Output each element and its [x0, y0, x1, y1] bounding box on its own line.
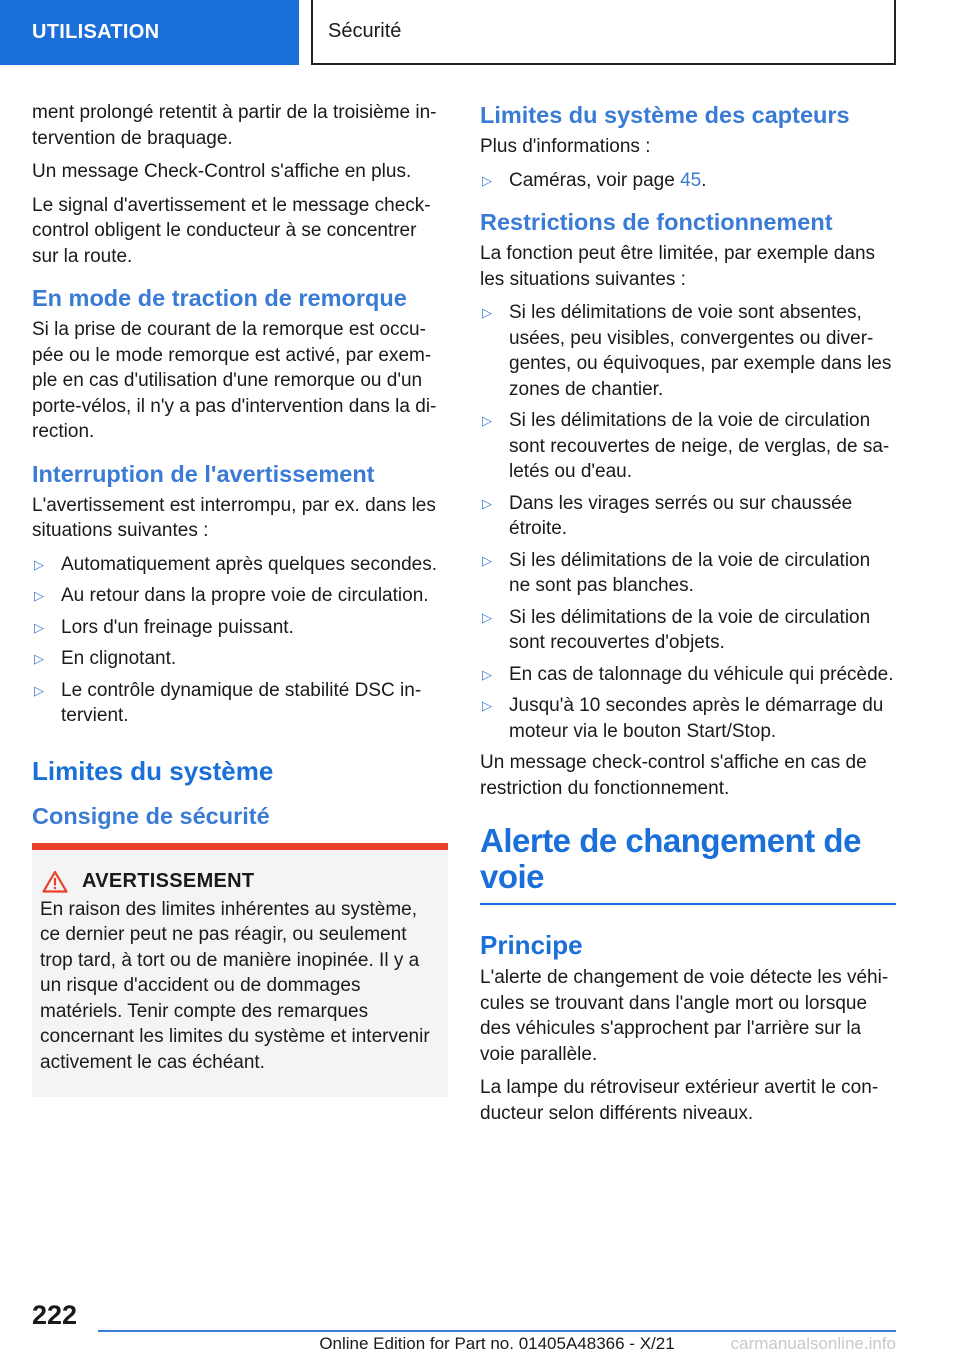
list-item: ▷ Au retour dans la propre voie de circulation.: [32, 583, 448, 609]
heading-trailer-mode: En mode de traction de remorque: [32, 285, 407, 311]
list-item: ▷ Lors d'un freinage puissant.: [32, 615, 448, 641]
triangle-right-icon: ▷: [482, 666, 492, 682]
section-tab: [0, 0, 299, 65]
heading-sensor-limits: Limites du système des capteurs: [480, 102, 850, 128]
heading-safety-note: Consigne de sécurité: [32, 802, 270, 829]
paragraph: La fonction peut être limitée, par exemple dans les situations suivantes :: [480, 243, 876, 290]
triangle-right-icon: ▷: [34, 619, 44, 635]
paragraph: Plus d'informations :: [480, 136, 651, 157]
paragraph: L'avertissement est interrompu, par ex. dans les situations suivantes :: [32, 494, 436, 541]
list-item: ▷ Si les délimitations de la voie de circulation sont recouvertes de neige, de verglas, de saletés ou d'eau.: [482, 410, 890, 482]
paragraph: Un message Check-Control s'affiche en plus.: [32, 161, 412, 182]
chapter-title: Sécurité: [328, 20, 402, 42]
heading-principle: Principe: [480, 930, 583, 960]
list-item: ▷ Si les délimitations de la voie de circulation sont recouvertes d'objets.: [482, 606, 871, 653]
paragraph: Le signal d'avertissement et le message check-control obligent le conducteur à se concentrer sur la route.: [32, 194, 431, 267]
list-item: ▷ En cas de talonnage du véhicule qui précède.: [480, 662, 896, 688]
list-item: ▷ Si les délimitations de la voie de circulation ne sont pas blanches.: [482, 549, 871, 596]
paragraph: La lampe du rétroviseur extérieur avertit le conducteur selon différents niveaux.: [480, 1077, 879, 1124]
list-item: ▷ Caméras, voir page 45.: [480, 168, 896, 194]
heading-restrictions: Restrictions de fonctionnement: [480, 209, 833, 235]
footer-divider: [98, 1330, 896, 1332]
warning-box: [32, 843, 448, 1098]
list-item: ▷ Le contrôle dynamique de stabilité DSC intervient.: [34, 679, 422, 726]
triangle-right-icon: ▷: [482, 305, 492, 320]
page-link[interactable]: 45: [680, 169, 702, 191]
watermark: carmanualsonline.info: [730, 1334, 896, 1353]
paragraph: Si la prise de courant de la remorque est occupée ou le mode remorque est activé, par exemple en cas d'utilisation d'une remorque ou d'un porte-vélos, il n'y a pas d'intervention dans la direction.: [32, 319, 437, 442]
triangle-right-icon: ▷: [482, 495, 492, 511]
paragraph: L'alerte de changement de voie détecte les véhicules se trouvant dans l'angle mort ou lorsque des véhicules s'approchent par l'arrière sur la voie parallèle.: [480, 967, 889, 1065]
sensor-list: [480, 168, 896, 194]
triangle-right-icon: ▷: [482, 552, 492, 568]
list-item: ▷ Dans les virages serrés ou sur chaussée étroite.: [482, 492, 853, 539]
chapter-header: [311, 0, 896, 65]
triangle-right-icon: ▷: [34, 682, 44, 698]
interruption-list: [32, 552, 448, 729]
restrictions-list: [480, 300, 896, 744]
triangle-right-icon: ▷: [482, 609, 492, 625]
right-column: [480, 100, 896, 1134]
warning-triangle-icon: [42, 870, 68, 893]
triangle-right-icon: ▷: [34, 556, 44, 572]
warning-title-row: [40, 870, 440, 893]
heading-system-limits: Limites du système: [32, 755, 274, 786]
paragraph: Un message check-control s'affiche en cas de restriction du fonctionnement.: [480, 752, 867, 799]
paragraph: ment prolongé retentit à partir de la troisième intervention de braquage.: [32, 102, 437, 149]
warning-title: AVERTISSEMENT: [82, 869, 255, 892]
heading-warning-interruption: Interruption de l'avertissement: [32, 460, 375, 487]
triangle-right-icon: ▷: [482, 172, 492, 188]
list-item: ▷ Si les délimitations de voie sont absentes, usées, peu visibles, convergentes ou divergentes, ou équivoques, par exemple dans les zones de chantier.: [482, 302, 892, 400]
triangle-right-icon: ▷: [34, 651, 44, 666]
section-title: UTILISATION: [32, 21, 160, 43]
heading-lane-change-warning: Alerte de changement de voie: [480, 823, 896, 905]
edition-text: Online Edition for Part no. 01405A48366 - X/21: [319, 1334, 675, 1353]
list-item: ▷ En clignotant.: [32, 646, 448, 672]
list-item: ▷ Automatiquement après quelques secondes.: [32, 552, 448, 578]
page-number: 222: [32, 1300, 78, 1330]
left-column: [32, 100, 448, 1097]
triangle-right-icon: ▷: [34, 588, 44, 603]
triangle-right-icon: ▷: [482, 413, 492, 428]
warning-text: En raison des limites inhérentes au système, ce dernier peut ne pas réagir, ou seulement trop tard, à tort ou de manière inopinée. Il y a un risque d'accident ou de dommages matériels. Tenir compte des remarques concernant les limites du système et intervenir activement le cas échéant.: [40, 898, 430, 1073]
triangle-right-icon: ▷: [482, 698, 492, 713]
list-item: ▷ Jusqu'à 10 secondes après le démarrage du moteur via le bouton Start/Stop.: [482, 695, 884, 742]
